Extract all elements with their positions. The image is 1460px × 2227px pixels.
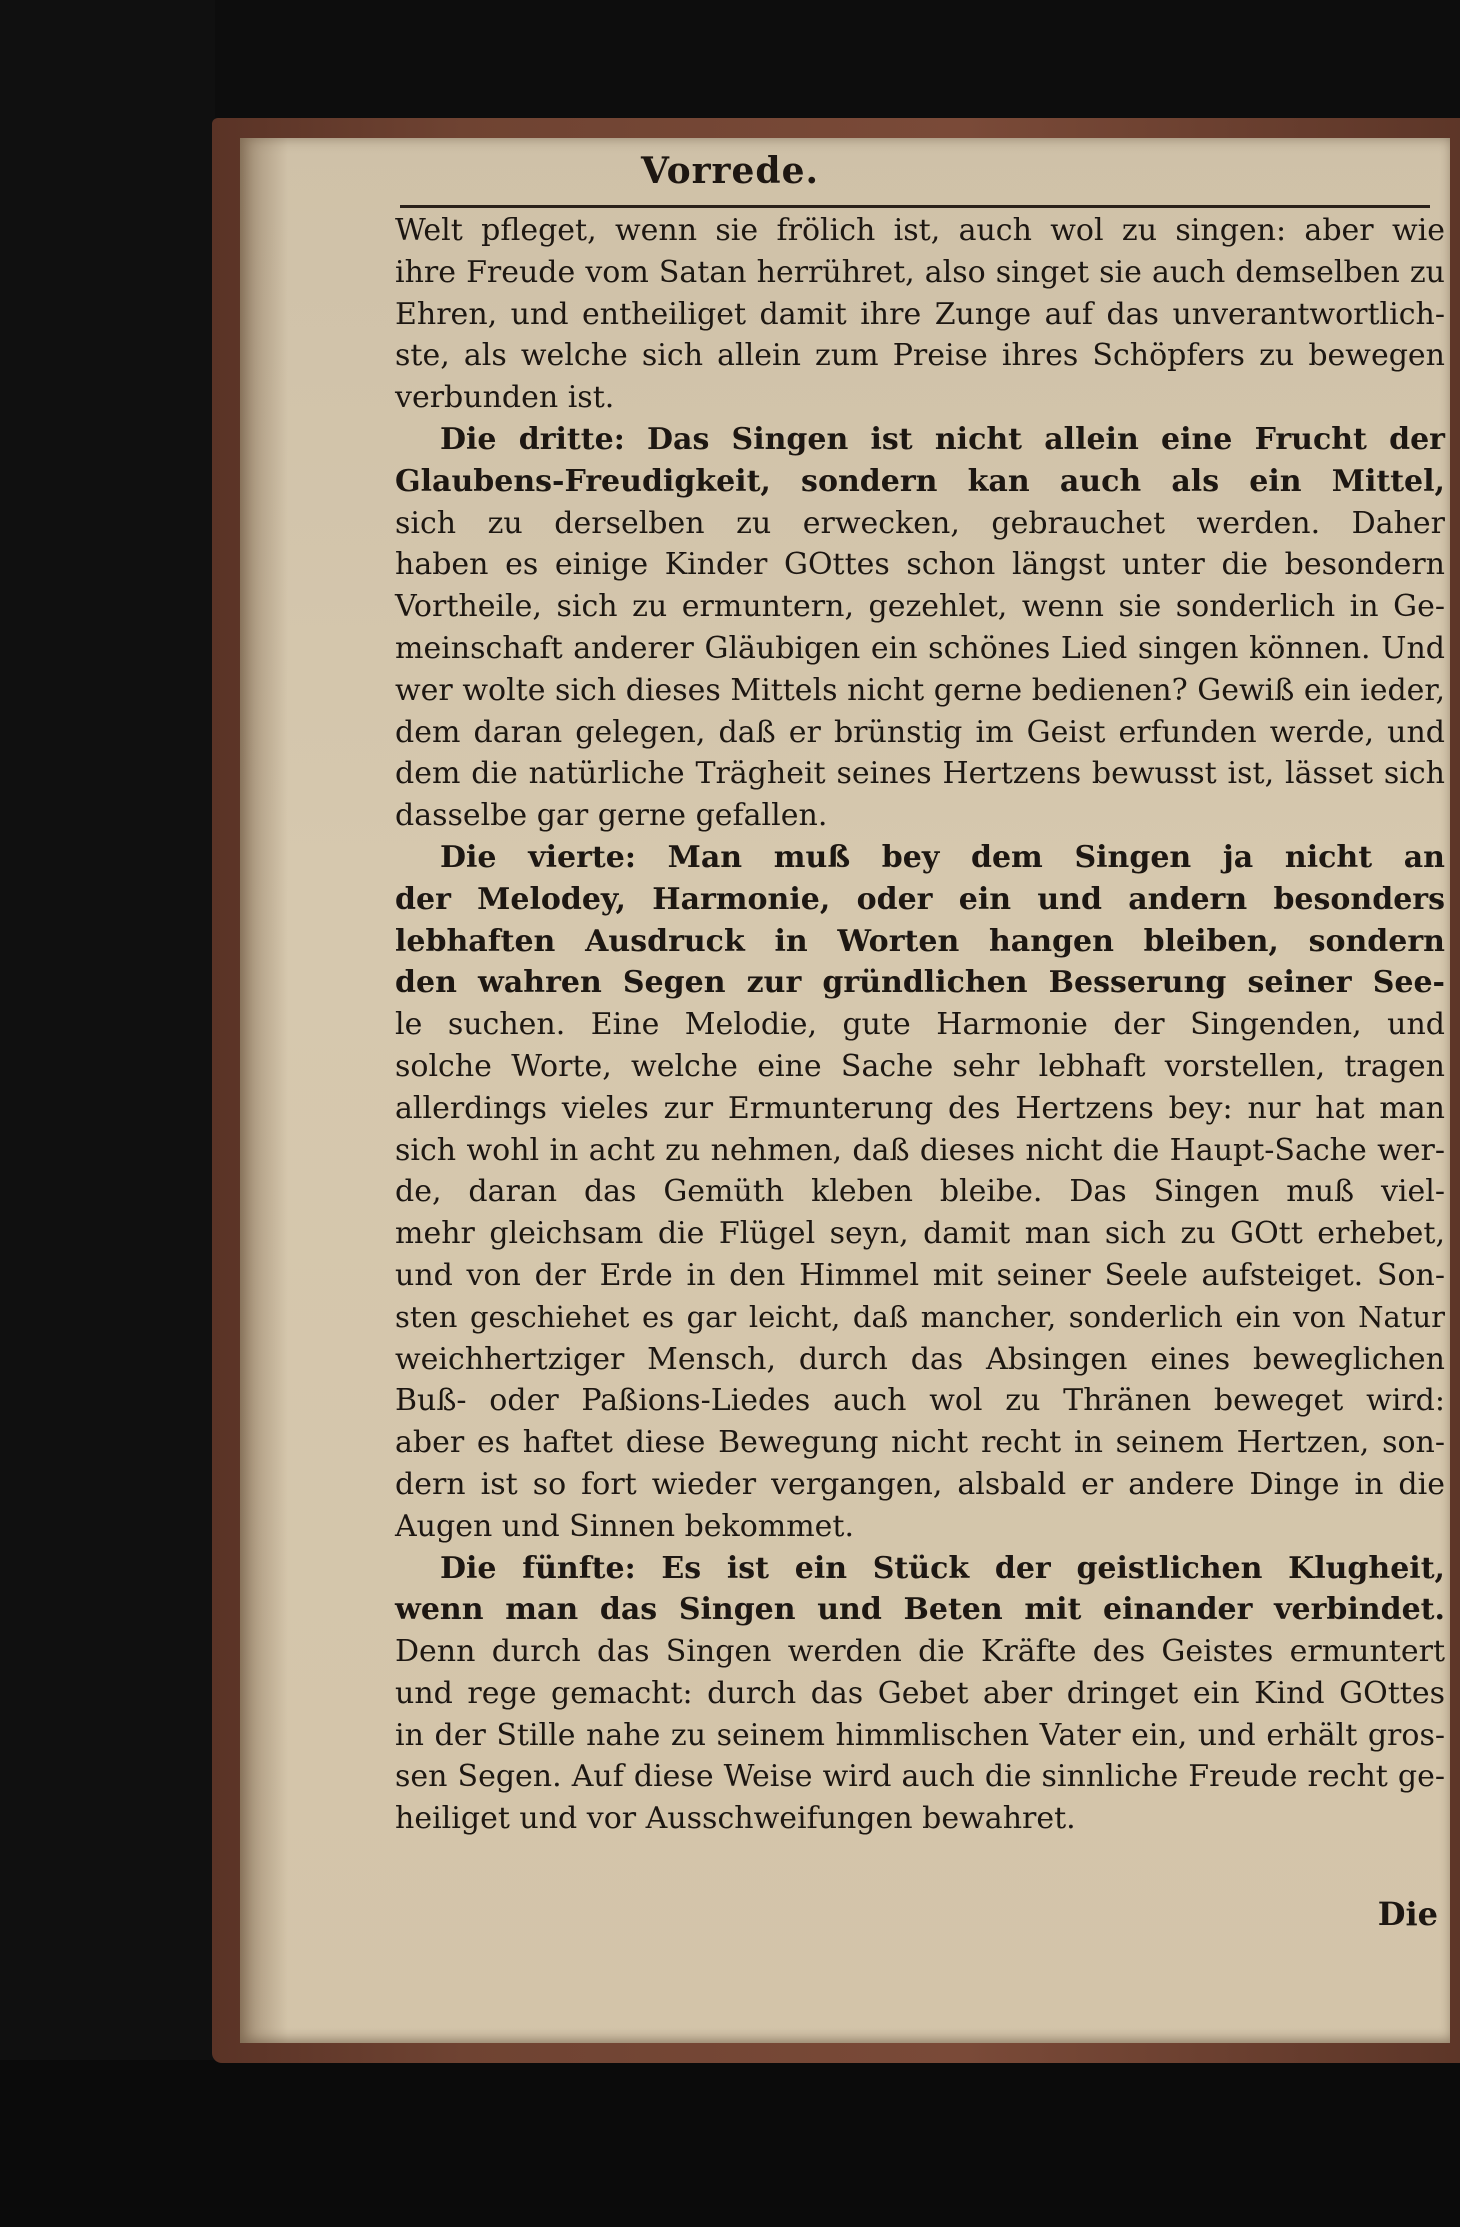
body-text <box>395 210 1445 1840</box>
text-line: der Melodey, Harmonie, oder ein und andern besonders <box>395 881 1445 917</box>
text-line: Denn durch das Singen werden die Kräfte des Geistes ermuntert <box>395 1634 1445 1670</box>
text-line: Augen und Sinnen bekommet. <box>395 1508 855 1544</box>
page-gutter-shadow <box>240 138 288 2043</box>
text-line: sich zu derselben zu erwecken, gebrauchet werden. Daher <box>395 505 1445 541</box>
text-line: dem die natürliche Trägheit seines Hertzens bewusst ist, lässet sich <box>395 756 1445 792</box>
text-line: Buß- oder Paßions-Liedes auch wol zu Thränen beweget wird: <box>395 1383 1445 1419</box>
paragraph-heading-line: Die fünfte: Es ist ein Stück der geistlichen Klugheit, <box>440 1550 1445 1586</box>
text-line: heiliget und vor Ausschweifungen bewahret. <box>395 1801 1076 1837</box>
text-line: dem daran gelegen, daß er brünstig im Geist erfunden werde, und <box>395 714 1445 750</box>
text-line: wenn man das Singen und Beten mit einander verbindet. <box>395 1592 1445 1628</box>
text-line: meinschaft anderer Gläubigen ein schönes Lied singen können. Und <box>395 630 1445 666</box>
text-line: Ehren, und entheiliget damit ihre Zunge auf das unverantwortlich- <box>395 296 1445 332</box>
header-rule <box>400 205 1430 208</box>
text-line: le suchen. Eine Melodie, gute Harmonie der Singenden, und <box>395 1007 1445 1043</box>
dark-background-bottom <box>0 2060 1460 2227</box>
text-line: haben es einige Kinder GOttes schon längst unter die besondern <box>395 547 1445 583</box>
text-line: verbunden ist. <box>395 380 615 416</box>
text-line: und von der Erde in den Himmel mit seiner Seele aufsteiget. Son- <box>395 1257 1445 1293</box>
text-line: in der Stille nahe zu seinem himmlischen Vater ein, und erhält gros- <box>395 1717 1445 1753</box>
text-line: Vortheile, sich zu ermuntern, gezehlet, wenn sie sonderlich in Ge- <box>395 589 1445 625</box>
dark-background <box>0 0 215 2227</box>
text-line: aber es haftet diese Bewegung nicht recht in seinem Hertzen, son- <box>395 1425 1445 1461</box>
text-line: den wahren Segen zur gründlichen Besserung seiner See- <box>395 965 1445 1001</box>
text-line: solche Worte, welche eine Sache sehr lebhaft vorstellen, tragen <box>395 1048 1445 1084</box>
catchword: Die <box>1377 1895 1438 1933</box>
text-line: dasselbe gar gerne gefallen. <box>395 798 828 834</box>
text-line: sich wohl in acht zu nehmen, daß dieses nicht die Haupt-Sache wer- <box>395 1132 1445 1168</box>
text-line: allerdings vieles zur Ermunterung des Hertzens bey: nur hat man <box>395 1090 1445 1126</box>
text-line: ihre Freude vom Satan herrühret, also singet sie auch demselben zu <box>395 254 1445 290</box>
text-line: sten geschiehet es gar leicht, daß mancher, sonderlich ein von Natur <box>395 1299 1445 1334</box>
text-line: und rege gemacht: durch das Gebet aber dringet ein Kind GOttes <box>395 1675 1445 1711</box>
text-line: dern ist so fort wieder vergangen, alsbald er andere Dinge in die <box>395 1466 1445 1502</box>
paragraph-heading-line: Die vierte: Man muß bey dem Singen ja nicht an <box>440 839 1445 875</box>
text-line: wer wolte sich dieses Mittels nicht gerne bedienen? Gewiß ein ieder, <box>395 672 1445 708</box>
text-line: Welt pfleget, wenn sie frölich ist, auch wol zu singen: aber wie <box>395 213 1445 248</box>
text-line: de, daran das Gemüth kleben bleibe. Das Singen muß viel- <box>395 1174 1445 1210</box>
running-head: Vorrede. <box>640 150 820 192</box>
text-line: ste, als welche sich allein zum Preise ihres Schöpfers zu bewegen <box>395 338 1445 374</box>
text-line: weichhertziger Mensch, durch das Absingen eines beweglichen <box>395 1341 1445 1377</box>
text-line: Glaubens-Freudigkeit, sondern kan auch als ein Mittel, <box>395 463 1445 499</box>
text-line: mehr gleichsam die Flügel seyn, damit man sich zu GOtt erhebet, <box>395 1216 1445 1252</box>
paragraph-heading-line: Die dritte: Das Singen ist nicht allein eine Frucht der <box>440 421 1445 457</box>
text-line: lebhaften Ausdruck in Worten hangen bleiben, sondern <box>395 923 1445 959</box>
text-line: sen Segen. Auf diese Weise wird auch die sinnliche Freude recht ge- <box>395 1759 1445 1795</box>
